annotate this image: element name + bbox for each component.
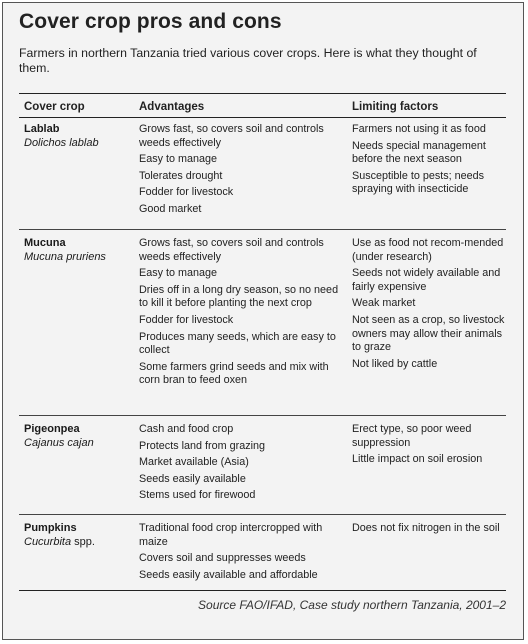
- crop-scientific-name: [24, 536, 129, 550]
- advantage-item: Traditional food crop intercropped with maize: [139, 522, 323, 548]
- advantage-item: Market available (Asia): [139, 456, 249, 469]
- advantage-item: Produces many seeds, which are easy to collect: [139, 330, 336, 357]
- crop-name: Mucuna: [24, 237, 66, 249]
- page-title: Cover crop pros and cons: [19, 10, 282, 33]
- limiting-item: Little impact on soil erosion: [352, 453, 483, 466]
- advantage-item: Grows fast, so covers soil and controls weeds effectively: [139, 237, 324, 263]
- advantage-item: Cash and food crop: [139, 423, 234, 435]
- crop-genus: Cucurbita: [24, 535, 72, 548]
- advantage-item: Dries off in a long dry season, so no need to kill it before planting the next crop: [139, 283, 339, 310]
- limiting-cell-mucuna: [352, 237, 512, 374]
- limiting-item: Farmers not using it as food: [352, 123, 486, 135]
- crop-name: Pumpkins: [24, 522, 77, 534]
- limiting-cell-lablab: [352, 123, 512, 200]
- column-header-limiting: Limiting factors: [352, 101, 439, 113]
- crop-species-suffix: spp.: [71, 535, 95, 548]
- limiting-item: Susceptible to pests; needs spraying with insecticide: [352, 169, 485, 196]
- row-divider: [19, 229, 506, 230]
- advantage-item: Seeds easily available: [139, 472, 246, 485]
- advantage-item: Fodder for livestock: [139, 186, 234, 199]
- table-bottom-rule: [19, 590, 506, 591]
- crop-cell-mucuna: [24, 237, 129, 264]
- intro-text: Farmers in northern Tanzania tried various cover crops. Here is what they thought of them.: [19, 46, 477, 75]
- advantages-cell-pumpkins: [139, 522, 339, 585]
- advantage-item: Good market: [139, 202, 202, 215]
- advantages-cell-mucuna: [139, 237, 339, 391]
- crop-name: Lablab: [24, 123, 60, 135]
- advantage-item: Stems used for firewood: [139, 489, 256, 502]
- column-header-crop: Cover crop: [24, 101, 85, 113]
- limiting-item: Use as food not recom-mended (under research): [352, 237, 504, 263]
- crop-cell-lablab: [24, 123, 129, 150]
- crop-name: Pigeonpea: [24, 423, 80, 435]
- crop-scientific-name: Mucuna pruriens: [24, 250, 106, 263]
- limiting-item: Weak market: [352, 297, 416, 310]
- advantage-item: Covers soil and suppresses weeds: [139, 552, 306, 565]
- crop-cell-pigeonpea: [24, 423, 129, 450]
- source-citation: Source FAO/IFAD, Case study northern Tanzania, 2001–2: [198, 598, 506, 612]
- limiting-cell-pumpkins: [352, 522, 512, 539]
- limiting-item: Not seen as a crop, so livestock owners may allow their animals to graze: [352, 313, 505, 354]
- advantage-item: Protects land from grazing: [139, 439, 266, 452]
- advantage-item: Seeds easily available and affordable: [139, 568, 318, 581]
- row-divider: [19, 415, 506, 416]
- column-header-advantages: Advantages: [139, 101, 205, 113]
- advantage-item: Easy to manage: [139, 153, 218, 166]
- table-top-rule: [19, 93, 506, 94]
- advantage-item: Easy to manage: [139, 267, 218, 280]
- advantages-cell-lablab: [139, 123, 339, 220]
- crop-scientific-name: Cajanus cajan: [24, 436, 94, 449]
- row-divider: [19, 514, 506, 515]
- limiting-item: Erect type, so poor weed suppression: [352, 423, 472, 449]
- limiting-cell-pigeonpea: [352, 423, 512, 470]
- limiting-item: Seeds not widely available and fairly expensive: [352, 267, 501, 293]
- advantage-item: Some farmers grind seeds and mix with corn bran to feed oxen: [139, 360, 329, 387]
- advantage-item: Tolerates drought: [139, 169, 223, 182]
- header-rule: [19, 117, 506, 118]
- crop-scientific-name: Dolichos lablab: [24, 136, 99, 149]
- limiting-item: Needs special management before the next season: [352, 139, 486, 166]
- crop-cell-pumpkins: [24, 522, 129, 549]
- limiting-item: Not liked by cattle: [352, 357, 438, 370]
- advantage-item: Grows fast, so covers soil and controls weeds effectively: [139, 123, 324, 149]
- advantages-cell-pigeonpea: [139, 423, 339, 506]
- advantage-item: Fodder for livestock: [139, 313, 234, 326]
- limiting-item: Does not fix nitrogen in the soil: [352, 522, 500, 534]
